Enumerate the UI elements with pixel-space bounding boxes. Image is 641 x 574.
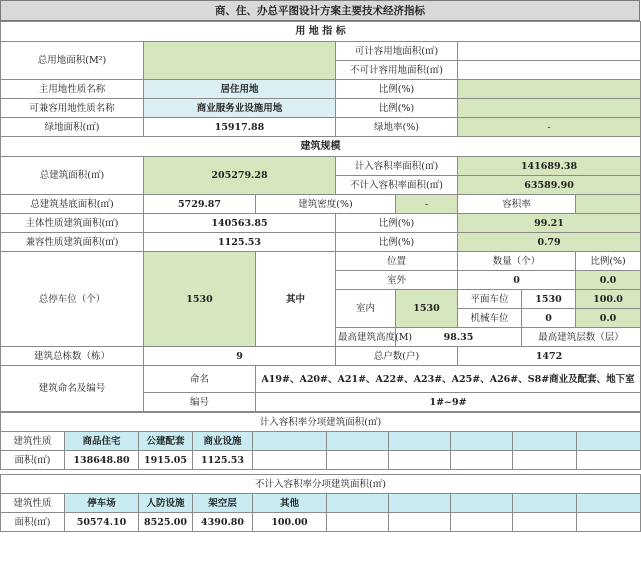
secondary-land-use-label: 可兼容用地性质名称 bbox=[1, 99, 144, 118]
nonfa-value-cell bbox=[389, 513, 451, 532]
total-build-area-label: 总建筑面积(㎡) bbox=[1, 157, 144, 195]
parking-indoor-qty: 1530 bbox=[396, 290, 458, 328]
fa-header-cell bbox=[513, 432, 577, 451]
nonfa-value-cell: 8525.00 bbox=[139, 513, 193, 532]
indicators-table bbox=[0, 21, 641, 412]
nonfa-header-cell: 人防设施 bbox=[139, 494, 193, 513]
nonfa-value-cell bbox=[513, 513, 577, 532]
base-area-value: 5729.87 bbox=[144, 195, 256, 214]
green-rate-label: 绿地率(%) bbox=[336, 118, 458, 137]
parking-ratio-header: 比例(%) bbox=[576, 252, 641, 271]
parking-qty-header: 数量（个） bbox=[458, 252, 576, 271]
households-value: 1472 bbox=[458, 347, 641, 366]
main-land-ratio-label: 比例(%) bbox=[336, 80, 458, 99]
nonfa-value-cell bbox=[327, 513, 389, 532]
parking-flat-qty: 1530 bbox=[522, 290, 576, 309]
fa-breakdown-table bbox=[0, 412, 641, 532]
fa-header-cell bbox=[389, 432, 451, 451]
parking-total-label: 总停车位（个） bbox=[1, 252, 144, 347]
fa-value-cell bbox=[253, 451, 327, 470]
total-land-area-value bbox=[144, 42, 336, 80]
parking-total-value: 1530 bbox=[144, 252, 256, 347]
density-label: 建筑密度(%) bbox=[256, 195, 396, 214]
nonfa-header-cell bbox=[389, 494, 451, 513]
nonfa-value-cell: 100.00 bbox=[253, 513, 327, 532]
secondary-land-ratio-label: 比例(%) bbox=[336, 99, 458, 118]
main-land-ratio-value bbox=[458, 80, 641, 99]
naming-name-label: 命名 bbox=[144, 366, 256, 393]
fa-land-area-value bbox=[458, 42, 641, 61]
parking-among-label: 其中 bbox=[256, 252, 336, 347]
building-count-label: 建筑总栋数（栋） bbox=[1, 347, 144, 366]
parking-mech-ratio: 0.0 bbox=[576, 309, 641, 328]
land-section-header: 用 地 指 标 bbox=[1, 22, 641, 42]
parking-flat-ratio: 100.0 bbox=[576, 290, 641, 309]
nonfa-header-cell bbox=[513, 494, 577, 513]
nonfa-build-area-label: 不计入容积率面积(㎡) bbox=[336, 176, 458, 195]
main-land-use-label: 主用地性质名称 bbox=[1, 80, 144, 99]
green-area-label: 绿地面积(㎡) bbox=[1, 118, 144, 137]
parking-position-header: 位置 bbox=[336, 252, 458, 271]
main-build-ratio-label: 比例(%) bbox=[336, 214, 458, 233]
fa-header-cell: 商业设施 bbox=[193, 432, 253, 451]
fa-header-cell: 商品住宅 bbox=[65, 432, 139, 451]
nonfa-header-cell bbox=[451, 494, 513, 513]
compat-build-ratio-value: 0.79 bbox=[458, 233, 641, 252]
fa-breakdown-header: 计入容积率分项建筑面积(㎡) bbox=[1, 413, 641, 432]
nonfa-header-cell bbox=[327, 494, 389, 513]
naming-name-value: A19#、A20#、A21#、A22#、A23#、A25#、A26#、S8#商业及配套、地下室 bbox=[256, 366, 641, 393]
naming-code-value: 1#~9# bbox=[256, 393, 641, 412]
parking-outdoor-ratio: 0.0 bbox=[576, 271, 641, 290]
parking-mech-qty: 0 bbox=[522, 309, 576, 328]
far-value bbox=[576, 195, 641, 214]
nonfa-value-cell: 50574.10 bbox=[65, 513, 139, 532]
nonfa-value-cell bbox=[577, 513, 641, 532]
compat-build-ratio-label: 比例(%) bbox=[336, 233, 458, 252]
parking-mech-label: 机械车位 bbox=[458, 309, 522, 328]
nonfa-area-label: 面积(㎡) bbox=[1, 513, 65, 532]
build-section-header: 建筑规模 bbox=[1, 137, 641, 157]
fa-build-area-label: 计入容积率面积(㎡) bbox=[336, 157, 458, 176]
nonfa-header-cell: 架空层 bbox=[193, 494, 253, 513]
building-count-value: 9 bbox=[144, 347, 336, 366]
fa-value-cell: 1915.05 bbox=[139, 451, 193, 470]
nonfa-header-cell: 停车场 bbox=[65, 494, 139, 513]
max-height-value: 98.35 bbox=[396, 328, 522, 347]
naming-label: 建筑命名及编号 bbox=[1, 366, 144, 412]
green-rate-value: - bbox=[458, 118, 641, 137]
fa-value-cell: 138648.80 bbox=[65, 451, 139, 470]
fa-build-area-value: 141689.38 bbox=[458, 157, 641, 176]
page-title: 商、住、办总平图设计方案主要技术经济指标 bbox=[0, 0, 640, 21]
main-build-area-value: 140563.85 bbox=[144, 214, 336, 233]
total-build-area-value: 205279.28 bbox=[144, 157, 336, 195]
nonfa-build-area-value: 63589.90 bbox=[458, 176, 641, 195]
compat-build-area-label: 兼容性质建筑面积(㎡) bbox=[1, 233, 144, 252]
main-build-area-label: 主体性质建筑面积(㎡) bbox=[1, 214, 144, 233]
total-land-area-label: 总用地面积(M²) bbox=[1, 42, 144, 80]
fa-value-cell bbox=[451, 451, 513, 470]
fa-value-cell bbox=[327, 451, 389, 470]
fa-area-label: 面积(㎡) bbox=[1, 451, 65, 470]
max-height-label: 最高建筑高度(M) bbox=[336, 328, 396, 347]
parking-outdoor-label: 室外 bbox=[336, 271, 458, 290]
fa-value-cell bbox=[389, 451, 451, 470]
base-area-label: 总建筑基底面积(㎡) bbox=[1, 195, 144, 214]
max-floors-label: 最高建筑层数（层） bbox=[522, 328, 641, 347]
non-fa-land-area-label: 不可计容用地面积(㎡) bbox=[336, 61, 458, 80]
nonfa-header-cell bbox=[577, 494, 641, 513]
fa-nature-label: 建筑性质 bbox=[1, 432, 65, 451]
fa-land-area-label: 可计容用地面积(㎡) bbox=[336, 42, 458, 61]
fa-header-cell bbox=[253, 432, 327, 451]
nonfa-header-cell: 其他 bbox=[253, 494, 327, 513]
households-label: 总户数(户) bbox=[336, 347, 458, 366]
main-build-ratio-value: 99.21 bbox=[458, 214, 641, 233]
fa-header-cell bbox=[577, 432, 641, 451]
nonfa-breakdown-header: 不计入容积率分项建筑面积(㎡) bbox=[1, 475, 641, 494]
secondary-land-ratio-value bbox=[458, 99, 641, 118]
fa-value-cell: 1125.53 bbox=[193, 451, 253, 470]
parking-outdoor-qty: 0 bbox=[458, 271, 576, 290]
far-label: 容积率 bbox=[458, 195, 576, 214]
parking-indoor-label: 室内 bbox=[336, 290, 396, 328]
main-land-use-value: 居住用地 bbox=[144, 80, 336, 99]
nonfa-value-cell bbox=[451, 513, 513, 532]
secondary-land-use-value: 商业服务业设施用地 bbox=[144, 99, 336, 118]
fa-value-cell bbox=[513, 451, 577, 470]
fa-header-cell bbox=[327, 432, 389, 451]
fa-value-cell bbox=[577, 451, 641, 470]
naming-code-label: 编号 bbox=[144, 393, 256, 412]
fa-header-cell bbox=[451, 432, 513, 451]
fa-header-cell: 公建配套 bbox=[139, 432, 193, 451]
nonfa-nature-label: 建筑性质 bbox=[1, 494, 65, 513]
non-fa-land-area-value bbox=[458, 61, 641, 80]
parking-flat-label: 平面车位 bbox=[458, 290, 522, 309]
density-value: - bbox=[396, 195, 458, 214]
compat-build-area-value: 1125.53 bbox=[144, 233, 336, 252]
nonfa-value-cell: 4390.80 bbox=[193, 513, 253, 532]
green-area-value: 15917.88 bbox=[144, 118, 336, 137]
